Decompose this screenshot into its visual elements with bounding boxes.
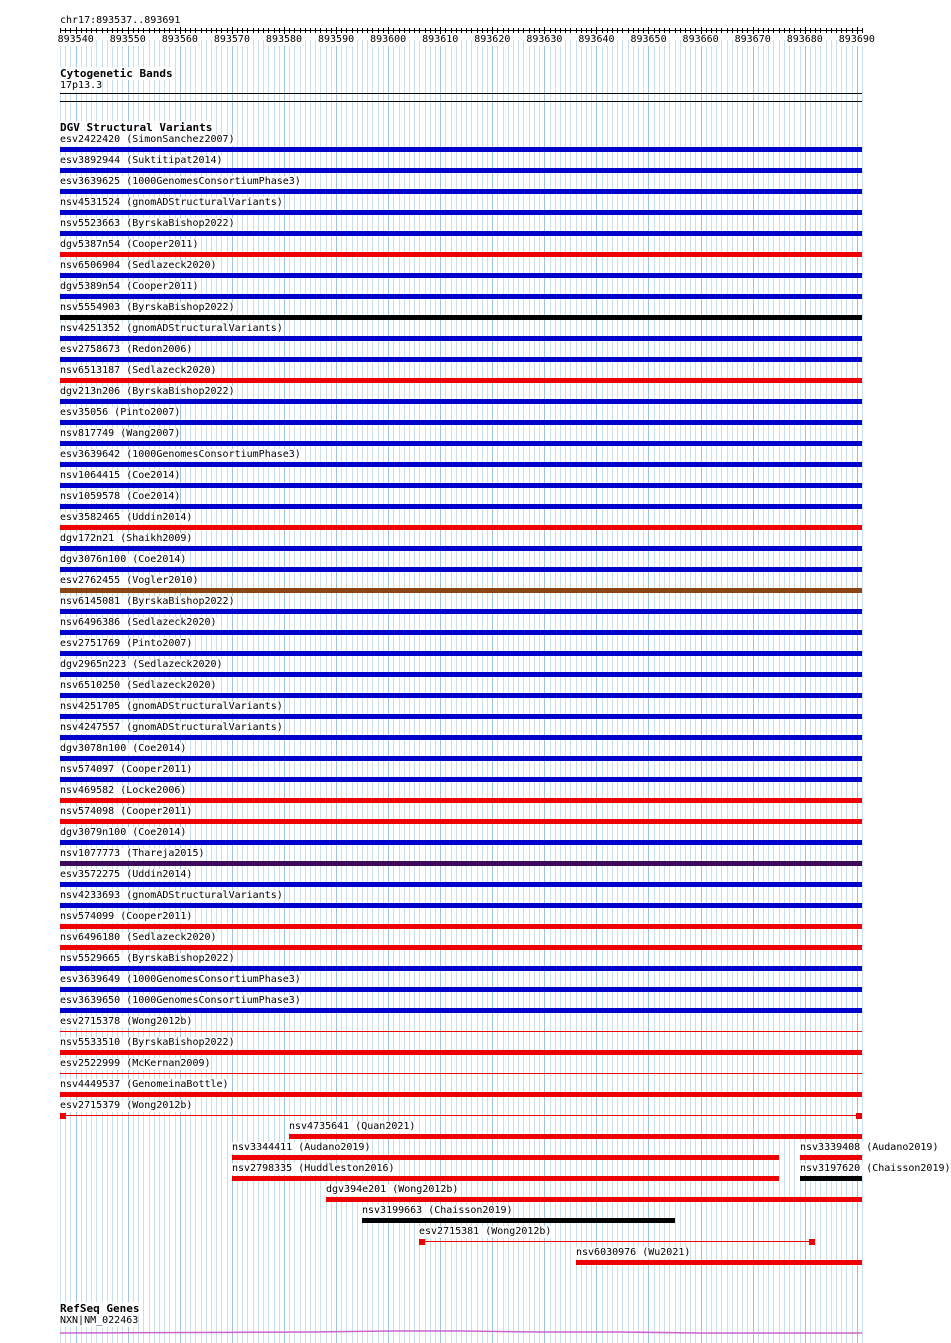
variant-feature-bar[interactable] [60,861,862,866]
variant-feature-line[interactable] [60,1073,862,1074]
variant-label[interactable]: nsv574098 (Cooper2011) [60,806,193,817]
ruler-tick-label: 893550 [109,34,146,45]
variant-feature-bar[interactable] [60,294,862,299]
variant-feature-block[interactable] [856,1113,862,1119]
variant-label[interactable]: nsv574097 (Cooper2011) [60,764,193,775]
variant-label[interactable]: nsv3197620 (Chaisson2019) [800,1163,951,1174]
variant-feature-bar[interactable] [60,273,862,278]
variant-feature-bar[interactable] [60,693,862,698]
variant-feature-bar[interactable] [60,672,862,677]
cytoband-title[interactable]: Cytogenetic Bands [60,67,173,80]
variant-label[interactable]: nsv6513187 (Sedlazeck2020) [60,365,217,376]
ruler-tick-label: 893560 [161,34,198,45]
variant-feature-bar[interactable] [60,714,862,719]
variant-feature-bar[interactable] [60,1050,862,1055]
variant-label[interactable]: nsv5529665 (ByrskaBishop2022) [60,953,235,964]
ruler-tick-label: 893660 [682,34,719,45]
variant-label[interactable]: esv3639642 (1000GenomesConsortiumPhase3) [60,449,301,460]
ruler-tick-label: 893640 [578,34,615,45]
variant-label[interactable]: nsv4449537 (GenomeinaBottle) [60,1079,229,1090]
ruler-tick-label: 893690 [838,34,875,45]
refseq-gene-feature[interactable] [60,1326,862,1336]
variant-feature-bar[interactable] [60,441,862,446]
variant-label[interactable]: nsv4247557 (gnomADStructuralVariants) [60,722,283,733]
variant-label[interactable]: dgv5389n54 (Cooper2011) [60,281,199,292]
variant-feature-bar[interactable] [60,588,862,593]
variant-feature-bar[interactable] [60,882,862,887]
variant-label[interactable]: nsv6145081 (ByrskaBishop2022) [60,596,235,607]
variant-label[interactable]: dgv394e201 (Wong2012b) [326,1184,459,1195]
variant-feature-bar[interactable] [60,903,862,908]
ruler-tick-label: 893620 [474,34,511,45]
variant-label[interactable]: esv3639625 (1000GenomesConsortiumPhase3) [60,176,301,187]
ruler-position: chr17:893537..893691 [60,15,181,26]
refseq-gene-label[interactable]: NXN|NM_022463 [60,1315,139,1326]
variant-label[interactable]: esv2715378 (Wong2012b) [60,1016,193,1027]
variant-label[interactable]: esv2422420 (SimonSanchez2007) [60,134,235,145]
variant-label[interactable]: nsv6506904 (Sedlazeck2020) [60,260,217,271]
variant-feature-bar[interactable] [232,1155,779,1160]
section-divider [60,101,862,102]
variant-feature-bar[interactable] [60,504,862,509]
ruler-tick-label: 893650 [630,34,667,45]
ruler-tick-label: 893570 [213,34,250,45]
variant-feature-bar[interactable] [60,252,862,257]
variant-label[interactable]: nsv5554903 (ByrskaBishop2022) [60,302,235,313]
variant-feature-bar[interactable] [362,1218,675,1223]
variant-feature-bar[interactable] [60,945,862,950]
variant-feature-bar[interactable] [60,609,862,614]
ruler-tick-label: 893680 [786,34,823,45]
variant-feature-bar[interactable] [60,420,862,425]
variant-feature-block[interactable] [419,1239,425,1245]
variant-label[interactable]: nsv4233693 (gnomADStructuralVariants) [60,890,283,901]
variant-feature-bar[interactable] [60,798,862,803]
variant-label[interactable]: nsv469582 (Locke2006) [60,785,187,796]
variant-label[interactable]: dgv3076n100 (Coe2014) [60,554,187,565]
variant-label[interactable]: nsv1059578 (Coe2014) [60,491,181,502]
variant-feature-bar[interactable] [60,966,862,971]
variant-label[interactable]: esv3572275 (Uddin2014) [60,869,193,880]
variant-label[interactable]: nsv2798335 (Huddleston2016) [232,1163,395,1174]
variant-feature-line[interactable] [419,1241,815,1242]
variant-label[interactable]: esv3639649 (1000GenomesConsortiumPhase3) [60,974,301,985]
variant-feature-bar[interactable] [60,525,862,530]
variant-label[interactable]: esv35056 (Pinto2007) [60,407,181,418]
variant-label[interactable]: dgv213n206 (ByrskaBishop2022) [60,386,235,397]
variant-label[interactable]: dgv3079n100 (Coe2014) [60,827,187,838]
variant-feature-bar[interactable] [232,1176,779,1181]
dgv-track-title[interactable]: DGV Structural Variants [60,121,213,134]
variant-feature-bar[interactable] [60,231,862,236]
variant-feature-bar[interactable] [60,651,862,656]
variant-label[interactable]: nsv4251352 (gnomADStructuralVariants) [60,323,283,334]
variant-label[interactable]: esv3892944 (Suktitipat2014) [60,155,223,166]
variant-feature-bar[interactable] [800,1155,862,1160]
variant-feature-bar[interactable] [60,1008,862,1013]
variant-feature-bar[interactable] [60,777,862,782]
variant-label[interactable]: nsv4531524 (gnomADStructuralVariants) [60,197,283,208]
ruler-tick-label: 893670 [734,34,771,45]
variant-feature-bar[interactable] [576,1260,862,1265]
variant-feature-bar[interactable] [60,189,862,194]
variant-feature-block[interactable] [60,1113,66,1119]
variant-feature-bar[interactable] [60,630,862,635]
variant-label[interactable]: nsv4735641 (Quan2021) [289,1121,416,1132]
variant-label[interactable]: dgv2965n223 (Sedlazeck2020) [60,659,223,670]
variant-feature-bar[interactable] [60,147,862,152]
variant-label[interactable]: esv2522999 (McKernan2009) [60,1058,211,1069]
ruler-tick-label: 893590 [318,34,355,45]
variant-label[interactable]: esv3582465 (Uddin2014) [60,512,193,523]
variant-label[interactable]: esv2715381 (Wong2012b) [419,1226,552,1237]
variant-feature-bar[interactable] [60,987,862,992]
variant-feature-line[interactable] [60,1031,862,1032]
variant-feature-bar[interactable] [60,924,862,929]
variant-feature-bar[interactable] [60,336,862,341]
ruler-tick-label: 893540 [57,34,94,45]
variant-label[interactable]: nsv574099 (Cooper2011) [60,911,193,922]
variant-feature-bar[interactable] [60,315,862,320]
variant-label[interactable]: nsv6510250 (Sedlazeck2020) [60,680,217,691]
ruler-tick-label: 893610 [422,34,459,45]
variant-label[interactable]: nsv3344411 (Audano2019) [232,1142,371,1153]
variant-label[interactable]: dgv172n21 (Shaikh2009) [60,533,193,544]
variant-label[interactable]: nsv6030976 (Wu2021) [576,1247,691,1258]
variant-label[interactable]: nsv4251705 (gnomADStructuralVariants) [60,701,283,712]
variant-feature-bar[interactable] [60,483,862,488]
ruler-tick-label: 893580 [265,34,303,45]
variant-feature-bar[interactable] [60,357,862,362]
variant-feature-bar[interactable] [60,735,862,740]
variant-label[interactable]: nsv1077773 (Thareja2015) [60,848,205,859]
variant-label[interactable]: dgv3078n100 (Coe2014) [60,743,187,754]
variant-feature-line[interactable] [60,1115,862,1116]
variant-feature-bar[interactable] [60,1092,862,1097]
refseq-gene-line [60,1331,862,1333]
variant-label[interactable]: esv2751769 (Pinto2007) [60,638,193,649]
variant-label[interactable]: dgv5387n54 (Cooper2011) [60,239,199,250]
variant-label[interactable]: esv2762455 (Vogler2010) [60,575,199,586]
variant-label[interactable]: nsv817749 (Wang2007) [60,428,181,439]
variant-feature-bar[interactable] [800,1176,862,1181]
variant-feature-bar[interactable] [60,546,862,551]
variant-feature-bar[interactable] [60,567,862,572]
variant-label[interactable]: nsv3339408 (Audano2019) [800,1142,939,1153]
variant-feature-bar[interactable] [326,1197,862,1202]
variant-label[interactable]: esv2758673 (Redon2006) [60,344,193,355]
variant-label[interactable]: nsv6496180 (Sedlazeck2020) [60,932,217,943]
cytoband-line [60,93,862,94]
ruler-tick-label: 893600 [370,34,407,45]
ruler-tick-label: 893630 [526,34,563,45]
variant-label[interactable]: nsv5533510 (ByrskaBishop2022) [60,1037,235,1048]
variant-label[interactable]: nsv3199663 (Chaisson2019) [362,1205,513,1216]
variant-feature-bar[interactable] [60,819,862,824]
variant-feature-bar[interactable] [60,756,862,761]
variant-feature-bar[interactable] [60,168,862,173]
cytoband-band: 17p13.3 [60,80,103,91]
variant-label[interactable]: nsv6496386 (Sedlazeck2020) [60,617,217,628]
variant-feature-bar[interactable] [289,1134,862,1139]
variant-feature-bar[interactable] [60,378,862,383]
refseq-track-title[interactable]: RefSeq Genes [60,1302,140,1315]
variant-label[interactable]: nsv5523663 (ByrskaBishop2022) [60,218,235,229]
variant-feature-bar[interactable] [60,462,862,467]
variant-label[interactable]: nsv1064415 (Coe2014) [60,470,181,481]
variant-feature-bar[interactable] [60,399,862,404]
variant-feature-block[interactable] [809,1239,815,1245]
variant-label[interactable]: esv3639650 (1000GenomesConsortiumPhase3) [60,995,301,1006]
variant-label[interactable]: esv2715379 (Wong2012b) [60,1100,193,1111]
variant-feature-bar[interactable] [60,210,862,215]
variant-feature-bar[interactable] [60,840,862,845]
